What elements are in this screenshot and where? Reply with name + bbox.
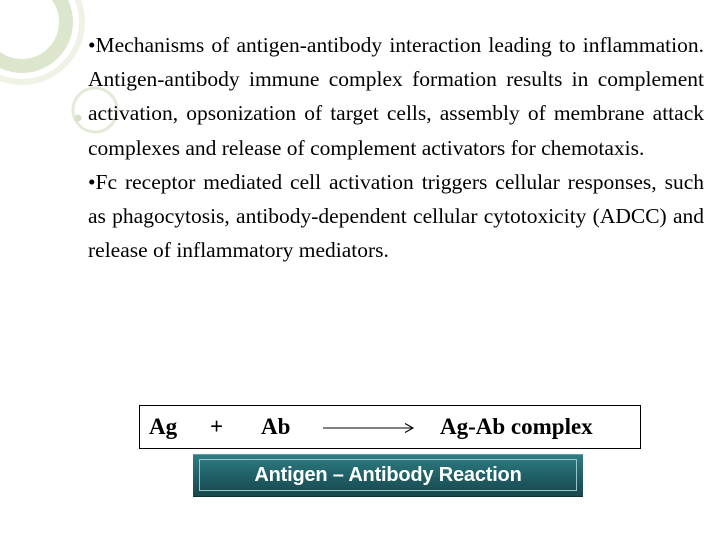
antibody-term: Ab xyxy=(261,414,291,439)
right-arrow-icon xyxy=(323,422,417,434)
complex-product: Ag-Ab complex xyxy=(440,414,593,439)
slide-body xyxy=(88,28,704,267)
banner-title: Antigen – Antibody Reaction xyxy=(254,463,522,486)
plus-operator: + xyxy=(210,414,224,439)
title-banner xyxy=(193,454,583,496)
bullet-fc-receptor: •Fc receptor mediated cell activation triggers cellular responses, such as phagocytosis, antibody-dependent cellular cytotoxicity (ADCC) and release of inflammatory mediators. xyxy=(88,169,704,263)
antigen-term: Ag xyxy=(149,414,178,439)
reaction-equation xyxy=(139,405,641,449)
title-banner-frame xyxy=(199,459,577,491)
bullet-mechanisms: •Mechanisms of antigen-antibody interaction leading to inflammation. Antigen-antibody immune complex formation results in complement activation, opsonization of target cells, assembly of membrane attack complexes and release of complement activators for chemotaxis. xyxy=(88,33,704,160)
